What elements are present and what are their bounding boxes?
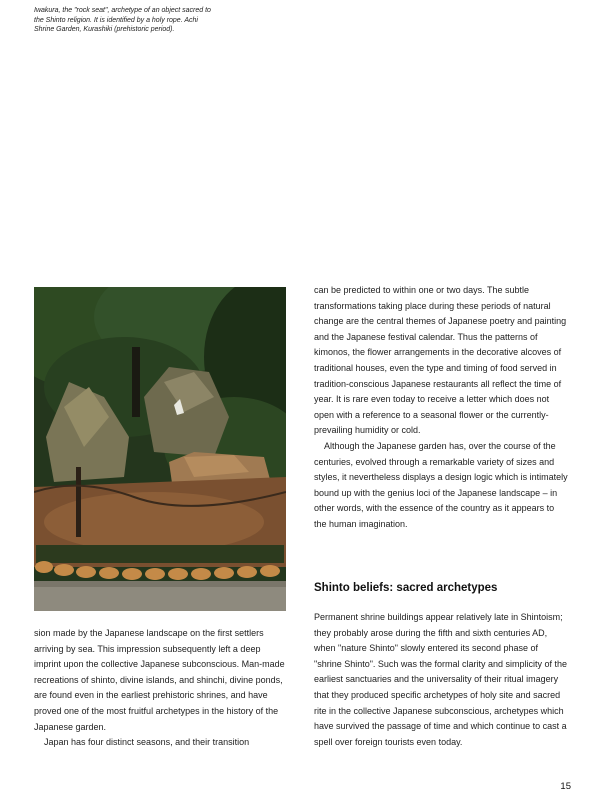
section-body bbox=[314, 610, 568, 750]
right-paragraph-2: Although the Japanese garden has, over the course of the centuries, evolved through a remarkable variety of sizes and styles, it nevertheless displays a design logic which is intimately bound up with the genius loci of the Japanese landscape – in other words, with the essence of the country as it appears to the human imagination. bbox=[314, 440, 568, 529]
section-heading: Shinto beliefs: sacred archetypes bbox=[314, 582, 498, 594]
section-paragraph: Permanent shrine buildings appear relatively late in Shintoism; they probably arose during the fifth and sixth centuries AD, when "nature Shinto" slowly entered its second phase of "shrine Shinto". Such was the formal clarity and simplicity of the earliest sanctuaries and the universality of their ritual imagery that they produced specific archetypes of holy site and sacred rite in the collective Japanese subconscious, archetypes which have survived the passage of time and which continue to cast a spell over foreign tourists even today. bbox=[314, 612, 567, 747]
left-paragraph-2: Japan has four distinct seasons, and their transition bbox=[44, 737, 250, 748]
page-number: 15 bbox=[560, 781, 571, 792]
garden-photo bbox=[34, 287, 286, 611]
right-column bbox=[314, 283, 568, 533]
photo-caption: Iwakura, the "rock seat", archetype of an object sacred to the Shinto religion. It is identified by a holy rope. Achi Shrine Garden, Kurashiki (prehistoric period). bbox=[34, 7, 211, 33]
left-paragraph-1: sion made by the Japanese landscape on the first settlers arriving by sea. This impression subsequently left a deep imprint upon the collective Japanese subconscious. Man-made recreations of shinto, divine islands, and shinchi, divine ponds, are found even in the earliest prehistoric shrines, and have proved one of the most fruitful archetypes in the history of the Japanese garden. bbox=[34, 628, 285, 732]
left-column bbox=[34, 626, 286, 751]
right-paragraph-1: can be predicted to within one or two days. The subtle transformations taking place during these periods of natural change are the central themes of Japanese poetry and painting and the Japanese festival calendar. Thus the patterns of kimonos, the flower arrangements in the decorative alcoves of traditional houses, even the type and timing of food served in tradition-conscious Japanese restaurants all reflect the time of year. It is rare even today to receive a letter which does not open with a reference to a seasonal flower or the currently-prevailing humidity or cold. bbox=[314, 285, 567, 436]
